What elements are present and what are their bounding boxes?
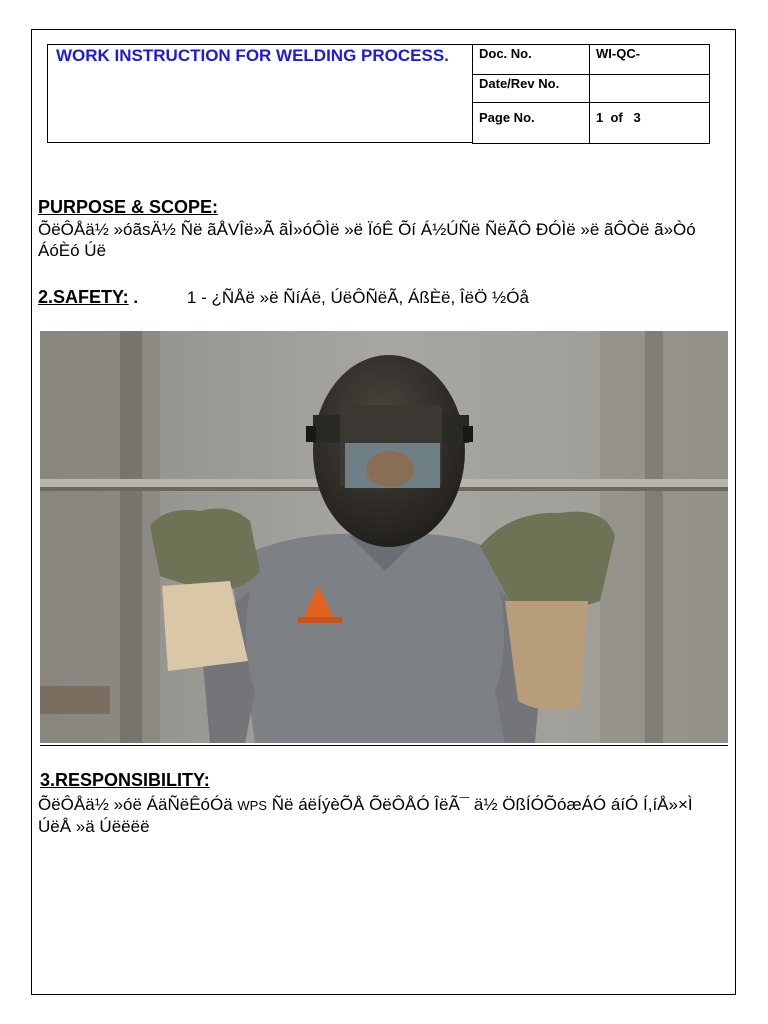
title-box	[47, 44, 473, 143]
document-title: WORK INSTRUCTION FOR WELDING PROCESS.	[56, 46, 449, 65]
purpose-heading: PURPOSE & SCOPE:	[38, 197, 219, 217]
safety-text: 1 - ¿ÑÅë »ë ÑíÁë, ÚëÔÑëÃ, ÁßÈë, ÎëÖ ½Óå	[186, 288, 529, 307]
responsibility-wps: WPS	[237, 798, 268, 813]
photo-divider	[40, 745, 728, 746]
meta-label: Page No.	[473, 103, 590, 144]
safety-heading: 2.SAFETY:	[38, 287, 129, 307]
responsibility-heading: 3.RESPONSIBILITY:	[40, 770, 210, 790]
responsibility-text	[38, 794, 728, 837]
meta-row-page-no	[473, 103, 710, 144]
meta-value: 1 of 3	[590, 103, 710, 144]
meta-value: WI-QC-	[590, 45, 710, 75]
meta-value	[590, 75, 710, 103]
purpose-text: ÕëÔÅä½ »óãsÄ½ Ñë ãÅVÎë»Ã ãÌ»óÔÌë »ë ÏóÊ Õí Á½ÚÑë ÑëÃÔ ÐÓÌë »ë ãÔÒë ã»Òó ÁóÈó Úë	[38, 220, 696, 260]
safety-dot: .	[133, 288, 139, 307]
meta-row-date-rev	[473, 75, 710, 103]
responsibility-text-part-b: Ñë áëÍýèÕÅ ÕëÔÅÓ ÎëÃ¯ ä½ ÖßÍÓÕóæÁÓ áíÓ Í,íÅ»×Ì ÚëÅ »ä Úëëëë	[38, 795, 693, 836]
meta-label: Date/Rev No.	[473, 75, 590, 103]
meta-label: Doc. No.	[473, 45, 590, 75]
meta-row-doc-no	[473, 45, 710, 75]
welder-photo	[40, 331, 728, 743]
safety-line	[38, 287, 529, 308]
document-meta-table	[472, 44, 710, 144]
welder-photo-illustration	[40, 331, 728, 743]
responsibility-text-part-a: ÕëÔÅä½ »óë ÁäÑëÊóÓä	[38, 795, 238, 814]
